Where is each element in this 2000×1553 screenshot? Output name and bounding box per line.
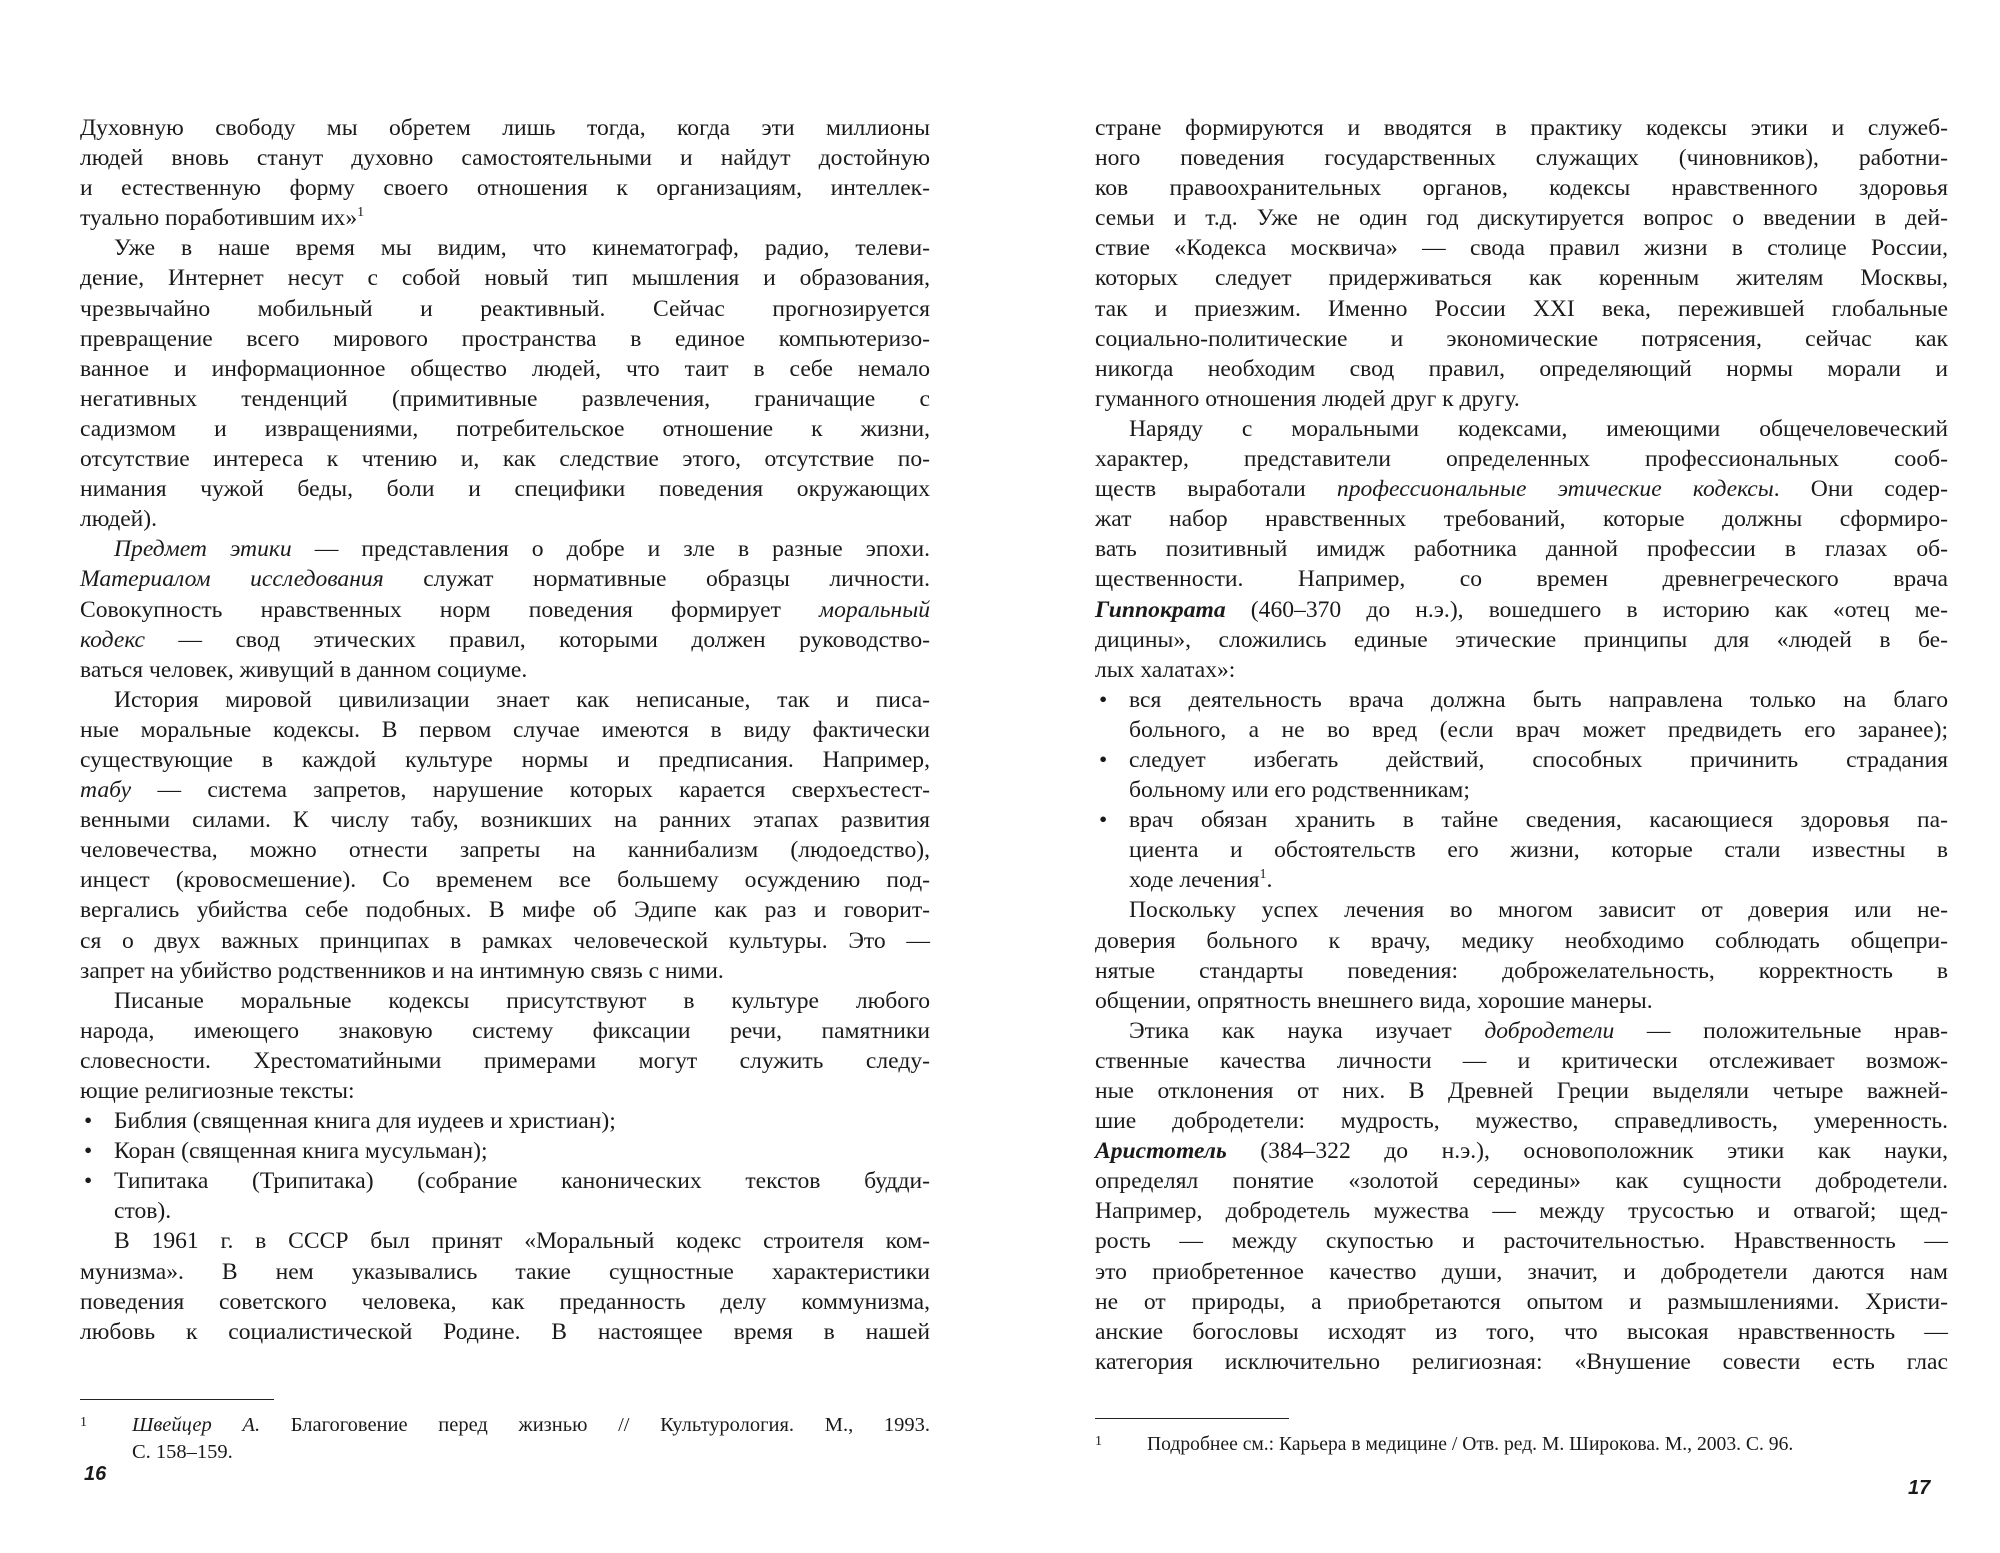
text-line: это приобретенное качество души, значит, и добродетели даются нам (1095, 1258, 1948, 1285)
text-line: человечества, можно отнести запреты на каннибализм (людоедство), (80, 837, 930, 864)
text-line: ного поведения государственных служащих (чиновников), работни- (1095, 145, 1948, 172)
list-item (1095, 685, 1948, 715)
text-line: стране формируются и вводятся в практику кодексы этики и служеб- (1095, 115, 1948, 141)
text-line: жат набор нравственных требований, которые должны сформиро- (1095, 506, 1948, 533)
text-line: определял понятие «золотой середины» как сущности добродетели. (1095, 1168, 1948, 1195)
bullet-icon: • (1099, 686, 1108, 713)
footnote (1095, 1431, 1948, 1458)
list-item (80, 1136, 930, 1166)
page-number: 17 (1908, 1477, 1931, 1499)
text-line: запрет на убийство родственников и на интимную связь с ними. (80, 957, 724, 984)
text-fragment: туально поработившим их» (80, 205, 358, 232)
bullet-icon: • (1099, 746, 1108, 773)
list-item-text: Типитака (Трипитака) (собрание канонических текстов будди- (114, 1168, 930, 1195)
text-fragment: Этика как наука изучает (1129, 1017, 1485, 1044)
text-line: рость — между скупостью и расточительностью. Нравственность — (1095, 1228, 1948, 1255)
text-line: которых следует придерживаться как коренным жителям Москвы, (1095, 265, 1948, 292)
text-line: В 1961 г. в СССР был принят «Моральный кодекс строителя ком- (114, 1228, 930, 1255)
text-line: словесности. Хрестоматийными примерами могут служить следу- (80, 1047, 930, 1074)
footnote-text: Подробнее см.: Карьера в медицине / Отв. ред. М. Широкова. М., 2003. С. 96. (1147, 1434, 1794, 1455)
text-fragment: — свод этических правил, которыми должен руководство- (144, 626, 930, 653)
text-line: доверия больного к врачу, медику необходимо соблюдать общепри- (1095, 927, 1948, 954)
text-fragment: — положительные нрав- (1614, 1017, 1948, 1044)
bullet-icon: • (84, 1168, 93, 1195)
text-line: поведения советского человека, как преданность делу коммунизма, (80, 1288, 930, 1315)
text-line: никогда необходим свод правил, определяющий нормы морали и (1095, 355, 1948, 382)
text-line: семьи и т.д. Уже не один год дискутируется вопрос о введении в дей- (1095, 205, 1948, 232)
text-line (80, 203, 930, 233)
italic-term: Предмет этики (114, 536, 292, 563)
text-line: История мировой цивилизации знает как неписаные, так и писа- (114, 686, 930, 713)
text-line: характер, представители определенных профессиональных сооб- (1095, 446, 1948, 473)
text-fragment: Благоговение перед жизнью // Культурология. М., 1993. (260, 1414, 931, 1436)
text-line: гуманного отношения людей друг к другу. (1095, 385, 1520, 412)
text-line: не от природы, а приобретаются опытом и размышлениями. Христи- (1095, 1288, 1948, 1315)
right-text-column (1095, 113, 1948, 1377)
text-line (1095, 595, 1948, 625)
italic-term: профессиональные этические кодексы (1336, 476, 1774, 503)
text-line: социально-политические и экономические потрясения, сейчас как (1095, 325, 1948, 352)
text-line: ков правоохранительных органов, кодексы нравственного здоровья (1095, 175, 1948, 202)
footnote (80, 1412, 930, 1466)
list-item-continuation: стов). (114, 1198, 172, 1225)
text-line: Например, добродетель мужества — между трусостью и отвагой; щед- (1095, 1198, 1948, 1225)
list-item-text: Коран (священная книга мусульман); (114, 1138, 488, 1165)
list-item-text: вся деятельность врача должна быть направлена только на благо (1129, 686, 1948, 713)
text-line: ствие «Кодекса москвича» — свода правил жизни в столице России, (1095, 235, 1948, 262)
text-line: ваться человек, живущий в данном социуме. (80, 656, 528, 683)
text-fragment: — система запретов, нарушение которых карается сверхъестест- (131, 777, 930, 804)
text-line: мунизма». В нем указывались такие сущностные характеристики (80, 1258, 930, 1285)
text-line: садизмом и извращениями, потребительское отношение к жизни, (80, 415, 930, 442)
text-line: ванное и информационное общество людей, что таит в себе немало (80, 355, 930, 382)
list-item (1095, 805, 1948, 835)
bullet-icon: • (1099, 807, 1108, 834)
list-item (80, 1106, 930, 1136)
text-line: существующие в каждой культуре нормы и предписания. Например, (80, 746, 930, 773)
text-line: негативных тенденций (примитивные развлечения, граничащие с (80, 385, 930, 412)
list-item (80, 1166, 930, 1196)
text-line: и естественную форму своего отношения к организациям, интеллек- (80, 175, 930, 202)
text-fragment: Совокупность нравственных норм поведения формирует (80, 596, 820, 623)
italic-term: табу (80, 777, 132, 804)
bullet-icon: • (84, 1108, 93, 1135)
list-item (1095, 745, 1948, 775)
text-line: любовь к социалистической Родине. В настоящее время в нашей (80, 1318, 930, 1345)
footnote-divider (1095, 1418, 1289, 1419)
text-line: анские богословы исходят из того, что высокая нравственность — (1095, 1318, 1948, 1345)
text-line: ные моральные кодексы. В первом случае имеются в виду фактически (80, 716, 930, 743)
text-line: щественности. Например, со времен древнегреческого врача (1095, 566, 1948, 593)
list-item-text: следует избегать действий, способных причинить страдания (1129, 746, 1948, 773)
text-fragment: ходе лечения (1129, 867, 1260, 894)
left-text-column (80, 113, 930, 1347)
italic-term: Материалом исследования (80, 566, 384, 593)
text-line (1095, 1136, 1948, 1166)
footnote-line (132, 1412, 930, 1439)
bold-italic-name: Аристотель (1095, 1138, 1227, 1165)
text-line: нимания чужой беды, боли и специфики поведения окружающих (80, 476, 930, 503)
text-line: так и приезжим. Именно России XXI века, пережившей глобальные (1095, 295, 1948, 322)
footnote-marker: 1 (357, 205, 365, 221)
text-line: отсутствие интереса к чтению и, как следствие этого, отсутствие по- (80, 446, 930, 473)
text-line: народа, имеющего знаковую систему фиксации речи, памятники (80, 1017, 930, 1044)
footnote-number: 1 (1095, 1434, 1102, 1449)
text-line: вать позитивный имидж работника данной профессии в глазах об- (1095, 536, 1948, 563)
text-line: Наряду с моральными кодексами, имеющими общечеловеческий (1129, 415, 1948, 442)
text-line: ные отклонения от них. В Древней Греции выделяли четыре важней- (1095, 1078, 1948, 1104)
text-line: превращение всего мирового пространства в единое компьютеризо- (80, 325, 930, 352)
text-line: общении, опрятность внешнего вида, хорошие манеры. (1095, 987, 1653, 1014)
text-line (80, 534, 930, 564)
italic-term: моральный (819, 596, 930, 623)
text-line (80, 564, 930, 594)
text-line: дицины», сложились единые этические принципы для «людей в бе- (1095, 626, 1948, 653)
right-page (1000, 0, 2000, 1553)
list-item-continuation: больному или его родственникам; (1129, 777, 1470, 804)
text-line: лых халатах»: (1095, 656, 1236, 683)
text-line: Писаные моральные кодексы присутствуют в культуре любого (114, 987, 930, 1014)
text-line (1095, 1016, 1948, 1046)
text-line: людей вновь станут духовно самостоятельными и найдут достойную (80, 145, 930, 172)
italic-term: добродетели (1484, 1017, 1615, 1044)
page-number: 16 (84, 1463, 107, 1485)
list-item-text: врач обязан хранить в тайне сведения, касающиеся здоровья па- (1129, 807, 1948, 834)
text-line (80, 595, 930, 625)
footnote-author: Швейцер А. (132, 1414, 261, 1436)
text-line (80, 775, 930, 805)
footnote-divider (80, 1399, 274, 1400)
text-fragment: (384–322 до н.э.), основоположник этики как науки, (1226, 1138, 1948, 1165)
text-line (1095, 474, 1948, 504)
text-line: ся о двух важных принципах в рамках человеческой культуры. Это — (80, 927, 930, 954)
text-line: вергались убийства себе подобных. В мифе об Эдипе как раз и говорит- (80, 897, 930, 924)
text-line: Духовную свободу мы обретем лишь тогда, когда эти миллионы (80, 115, 930, 141)
text-fragment: . Они содер- (1773, 476, 1948, 503)
list-item-continuation: больного, а не во вред (если врач может предвидеть его заранее); (1129, 716, 1948, 743)
text-line: чрезвычайно мобильный и реактивный. Сейчас прогнозируется (80, 295, 930, 322)
text-line: категория исключительно религиозная: «Внушение совести есть глас (1095, 1348, 1948, 1375)
text-line: нятые стандарты поведения: доброжелательность, корректность в (1095, 957, 1948, 984)
list-item-continuation: ходе лечения$^1$. (1129, 867, 1273, 894)
footnote-text (80, 1412, 930, 1466)
text-fragment: — представления о добре и зле в разные эпохи. (291, 536, 930, 563)
list-item-text: Библия (священная книга для иудеев и христиан); (114, 1108, 616, 1135)
text-line: дение, Интернет несут с собой новый тип мышления и образования, (80, 265, 930, 292)
text-fragment: служат нормативные образцы личности. (383, 566, 930, 593)
text-line: Уже в наше время мы видим, что кинематограф, радио, телеви- (114, 235, 930, 262)
text-line: инцест (кровосмешение). Со временем все большему осуждению под- (80, 867, 930, 894)
text-line: ственные качества личности — и критически отслеживает возмож- (1095, 1047, 1948, 1074)
text-line: Поскольку успех лечения во многом зависит от доверия или не- (1129, 897, 1948, 924)
list-item-continuation: циента и обстоятельств его жизни, которые стали известны в (1129, 837, 1948, 864)
footnote-number: 1 (80, 1415, 87, 1430)
bullet-icon: • (84, 1138, 93, 1165)
text-fragment: ществ выработали (1095, 476, 1337, 503)
footnote-marker: 1 (1259, 867, 1267, 883)
text-fragment: (460–370 до н.э.), вошедшего в историю как «отец ме- (1225, 596, 1948, 623)
italic-term: кодекс (80, 626, 145, 653)
text-line (80, 625, 930, 655)
bold-italic-name: Гиппократа (1095, 596, 1226, 623)
text-line: венными силами. К числу табу, возникших на ранних этапах развития (80, 807, 930, 834)
text-line: шие добродетели: мудрость, мужество, справедливость, умеренность. (1095, 1108, 1948, 1135)
text-line: людей). (80, 506, 158, 533)
text-line: ющие религиозные тексты: (80, 1078, 355, 1104)
footnote-line: С. 158–159. (132, 1441, 233, 1463)
